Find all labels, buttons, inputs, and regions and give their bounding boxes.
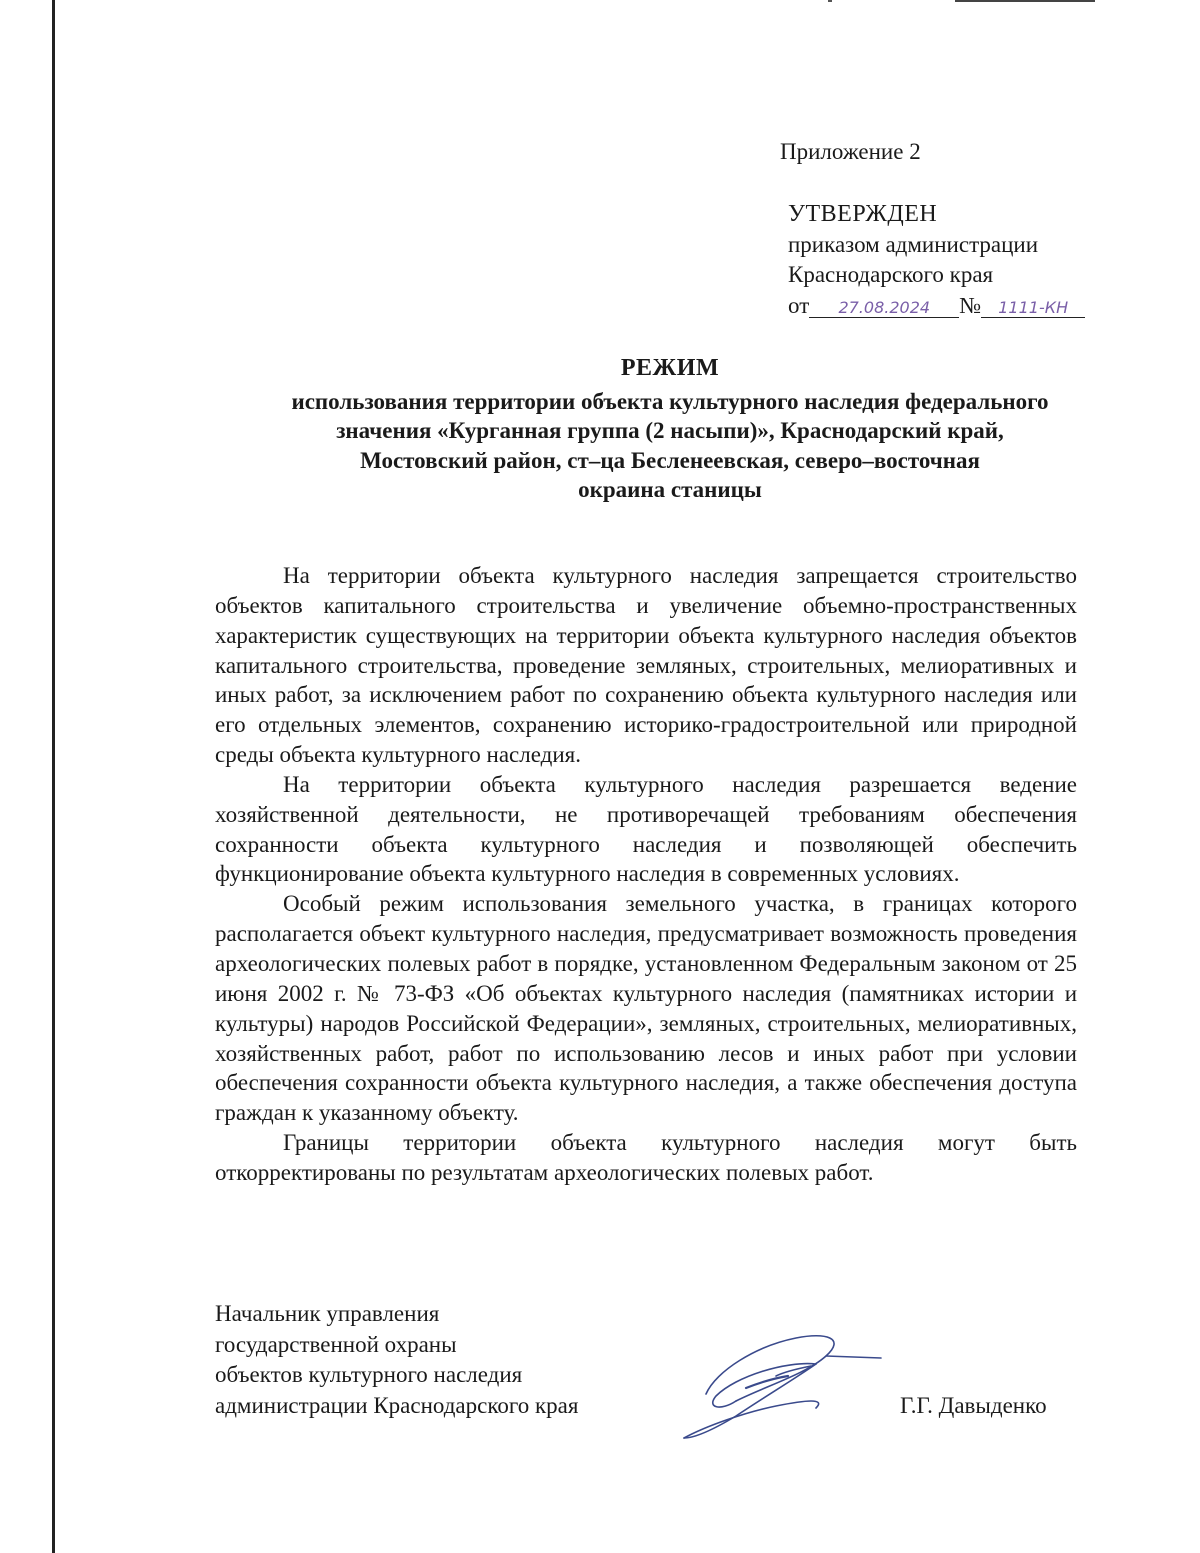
body-paragraph-2: На территории объекта культурного наследия разрешается ведение хозяйственной деятельности, не противоречащей требованиям обеспечения сохранности объекта культурного наследия и позволяющей обеспечить функционирование объекта культурного наследия в современных условиях.: [215, 771, 1077, 887]
title-line-4: окраина станицы: [578, 477, 762, 502]
handwritten-date: 27.08.2024: [809, 299, 959, 318]
number-prefix: №: [959, 292, 982, 318]
scan-top-dot: [828, 0, 832, 2]
date-prefix: от: [788, 292, 810, 318]
signatory-position: [215, 1299, 578, 1421]
approved-by-line-2: Краснодарского края: [788, 262, 994, 287]
handwritten-number: 1111-КН: [981, 299, 1085, 318]
scan-border-line: [52, 0, 55, 1553]
position-line-3: объектов культурного наследия: [215, 1362, 523, 1387]
body-paragraph-3: Особый режим использования земельного участка, в границах которого располагается объект культурного наследия, предусматривает возможность проведения археологических полевых работ в порядке, установленном Федеральным законом от 25 июня 2002 г. № 73-ФЗ «Об объектах культурного наследия (памятниках истории и культуры) народов Российской Федерации», земляных, строительных, мелиоративных, хозяйственных работ, работ по использованию лесов и иных работ при условии обеспечения сохранности объекта культурного наследия, а также обеспечения доступа граждан к указанному объекту.: [215, 891, 1077, 1126]
document-body: [215, 561, 1077, 1188]
approval-block: [788, 199, 1148, 321]
position-line-4: администрации Краснодарского края: [215, 1392, 579, 1418]
position-line-2: государственной охраны: [215, 1331, 457, 1357]
document-title: [215, 354, 1125, 505]
body-paragraph-1: На территории объекта культурного наследия запрещается строительство объектов капитального строительства и увеличение объемно-пространственных характеристик существующих на территории объекта культурного наследия объектов капитального строительства, проведение земляных, строительных, мелиоративных и иных работ, за исключением работ по сохранению объекта культурного наследия или его отдельных элементов, сохранению историко-градостроительной или природной среды объекта культурного наследия.: [215, 563, 1077, 768]
approved-by-line-1: приказом администрации: [788, 231, 1039, 257]
order-date-number-line: [788, 291, 1148, 322]
title-main: РЕЖИМ: [620, 355, 720, 381]
body-paragraph-4: Границы территории объекта культурного наследия могут быть откорректированы по результатам археологических полевых работ.: [215, 1130, 1077, 1185]
title-line-3: Мостовский район, ст–ца Бесленеевская, северо–восточная: [360, 447, 980, 473]
handwritten-signature: [676, 1316, 886, 1446]
approved-heading: УТВЕРЖДЕН: [788, 201, 938, 227]
title-line-1: использования территории объекта культурного наследия федерального: [291, 388, 1049, 414]
position-line-1: Начальник управления: [215, 1301, 440, 1326]
scan-top-mark: [955, 0, 1095, 2]
signer-name: Г.Г. Давыденко: [900, 1393, 1047, 1418]
annex-label: Приложение 2: [780, 139, 921, 164]
title-line-2: значения «Курганная группа (2 насыпи)», Краснодарский край,: [336, 418, 1004, 443]
